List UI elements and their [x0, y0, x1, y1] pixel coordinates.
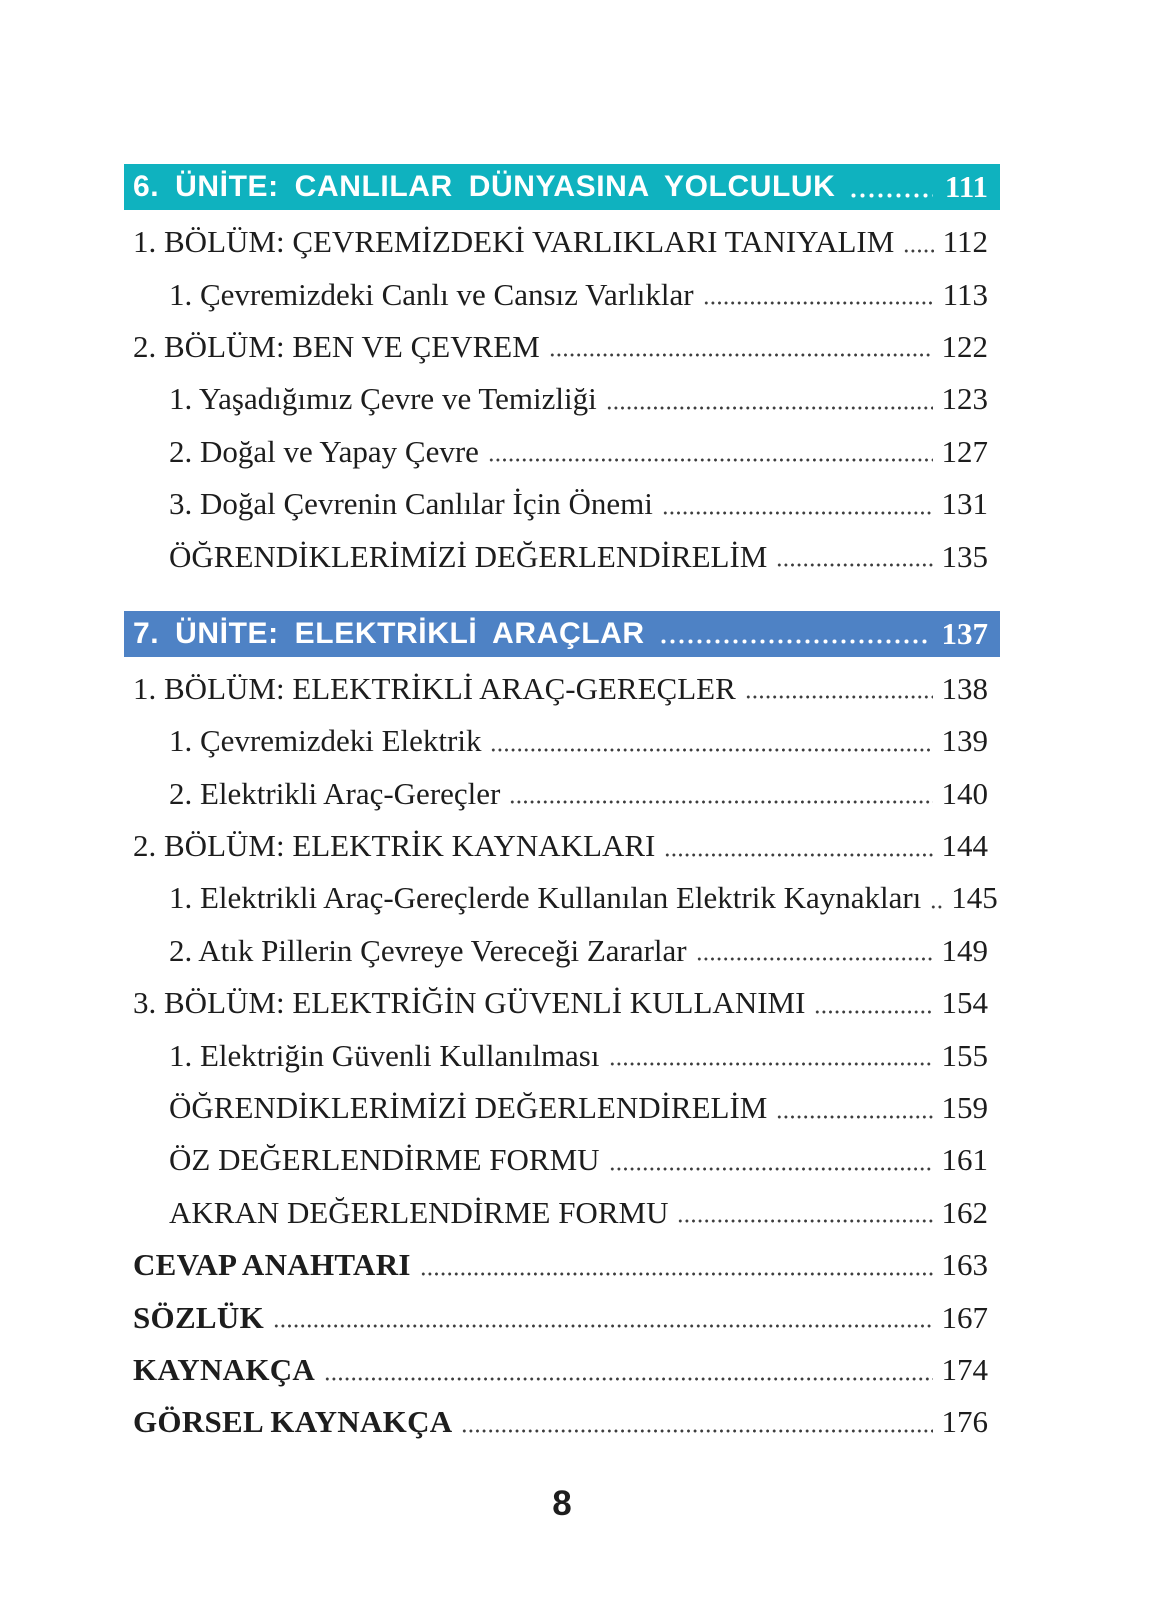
dot-leader	[814, 1010, 932, 1014]
toc-entry-page-number: 176	[941, 1404, 988, 1440]
dot-leader	[776, 1115, 932, 1119]
toc-entry-page-number: 127	[941, 433, 988, 469]
toc-entry-label: ÖĞRENDİKLERİMİZİ DEĞERLENDİRELİM	[169, 538, 768, 574]
toc-entry-label: AKRAN DEĞERLENDİRME FORMU	[169, 1194, 669, 1230]
toc-entry-label: 1. BÖLÜM: ELEKTRİKLİ ARAÇ-GEREÇLER	[133, 670, 736, 706]
toc-entry	[124, 1082, 1000, 1134]
toc-entry-page-number: 174	[941, 1352, 988, 1387]
table-of-contents	[124, 164, 1000, 1449]
toc-entry-label: 1. Elektriğin Güvenli Kullanılması	[169, 1037, 600, 1073]
toc-entry	[124, 715, 1000, 767]
toc-entry-page-number: 135	[941, 538, 988, 574]
dot-leader	[420, 1272, 933, 1276]
toc-entry-page-number: 167	[941, 1299, 988, 1335]
toc-entry	[124, 1291, 1000, 1343]
toc-entry-label: 3. Doğal Çevrenin Canlılar İçin Önemi	[169, 486, 653, 522]
toc-entry-label: 2. Elektrikli Araç-Gereçler	[169, 775, 501, 811]
dot-leader	[677, 1219, 932, 1223]
toc-entry	[124, 977, 1000, 1029]
toc-entry	[124, 426, 1000, 478]
toc-entry-page-number: 138	[941, 670, 988, 706]
toc-entry	[124, 373, 1000, 425]
toc-entry-page-number: 154	[941, 985, 988, 1021]
dot-leader	[930, 905, 942, 909]
toc-entry-label: 2. BÖLÜM: ELEKTRİK KAYNAKLARI	[133, 828, 656, 864]
toc-entry-page-number: 112	[942, 224, 988, 260]
toc-entry-label: 1. Çevremizdeki Elektrik	[169, 723, 482, 759]
dot-leader	[549, 353, 933, 357]
toc-entry-label: 2. Atık Pillerin Çevreye Vereceği Zararlar	[169, 932, 687, 968]
toc-entry-page-number: 122	[941, 328, 988, 364]
dot-leader	[696, 957, 933, 961]
toc-entry	[124, 1239, 1000, 1291]
toc-entry-label: SÖZLÜK	[133, 1299, 265, 1335]
toc-entry-label: ÖZ DEĞERLENDİRME FORMU	[169, 1142, 600, 1178]
toc-entry-label: ÖĞRENDİKLERİMİZİ DEĞERLENDİRELİM	[169, 1090, 768, 1126]
unit-title: 6. ÜNİTE: CANLILAR DÜNYASINA YOLCULUK	[133, 170, 836, 203]
toc-entry	[124, 321, 1000, 373]
dot-leader	[461, 1429, 932, 1433]
dot-leader	[659, 639, 930, 644]
toc-entry-label: KAYNAKÇA	[133, 1352, 316, 1387]
unit-page-number: 137	[941, 615, 988, 651]
dot-leader	[609, 1167, 933, 1171]
dot-leader	[849, 193, 932, 198]
toc-entry-page-number: 162	[941, 1194, 988, 1230]
toc-entry-page-number: 139	[941, 723, 988, 759]
dot-leader	[324, 1377, 932, 1381]
dot-leader	[664, 853, 932, 857]
toc-entry-page-number: 163	[941, 1247, 988, 1283]
toc-entry-page-number: 155	[941, 1037, 988, 1073]
dot-leader	[609, 1062, 933, 1066]
dot-leader	[745, 695, 933, 699]
dot-leader	[488, 458, 933, 462]
dot-leader	[703, 301, 934, 305]
toc-entry	[124, 872, 1000, 924]
toc-entry	[124, 530, 1000, 582]
unit-header-bar	[124, 611, 1000, 657]
toc-entry-page-number: 149	[941, 932, 988, 968]
toc-unit-section	[124, 611, 1000, 1239]
toc-entry	[124, 663, 1000, 715]
toc-entry-page-number: 144	[941, 828, 988, 864]
toc-entry-page-number: 140	[941, 775, 988, 811]
toc-entry-page-number: 113	[942, 276, 988, 312]
dot-leader	[606, 406, 933, 410]
toc-entry-page-number: 145	[951, 880, 998, 916]
toc-entry	[124, 768, 1000, 820]
dot-leader	[490, 748, 932, 752]
toc-entry-page-number: 131	[941, 486, 988, 522]
toc-entry	[124, 1187, 1000, 1239]
toc-entry-label: 3. BÖLÜM: ELEKTRİĞİN GÜVENLİ KULLANIMI	[133, 985, 806, 1021]
toc-unit-section	[124, 164, 1000, 583]
unit-title: 7. ÜNİTE: ELEKTRİKLİ ARAÇLAR	[133, 616, 645, 650]
toc-entry	[124, 1396, 1000, 1448]
toc-entry-page-number: 123	[941, 381, 988, 417]
toc-entry-label: 2. BÖLÜM: BEN VE ÇEVREM	[133, 328, 540, 364]
dot-leader	[273, 1324, 932, 1328]
toc-entry-page-number: 161	[941, 1142, 988, 1178]
footer-page-number: 8	[552, 1484, 572, 1523]
toc-entry-label: 1. BÖLÜM: ÇEVREMİZDEKİ VARLIKLARI TANIYALIM	[133, 224, 895, 260]
toc-entry-label: 1. Çevremizdeki Canlı ve Cansız Varlıklar	[169, 276, 694, 312]
toc-entry	[124, 216, 1000, 268]
toc-entry	[124, 268, 1000, 320]
unit-page-number: 111	[944, 169, 988, 204]
toc-entry	[124, 925, 1000, 977]
dot-leader	[662, 511, 933, 515]
toc-entry	[124, 1344, 1000, 1396]
toc-entry	[124, 1134, 1000, 1186]
toc-entry-label: 1. Yaşadığımız Çevre ve Temizliği	[169, 381, 597, 417]
toc-entry	[124, 478, 1000, 530]
toc-entry-label: 2. Doğal ve Yapay Çevre	[169, 433, 479, 469]
toc-entry	[124, 820, 1000, 872]
unit-header-bar	[124, 164, 1000, 210]
dot-leader	[509, 800, 932, 804]
dot-leader	[903, 249, 933, 253]
toc-entry-label: GÖRSEL KAYNAKÇA	[133, 1404, 453, 1440]
toc-entry-label: 1. Elektrikli Araç-Gereçlerde Kullanılan Elektrik Kaynakları	[169, 880, 922, 916]
dot-leader	[776, 563, 932, 567]
toc-entry-label: CEVAP ANAHTARI	[133, 1247, 411, 1283]
toc-entry	[124, 1029, 1000, 1081]
toc-entry-page-number: 159	[941, 1090, 988, 1126]
